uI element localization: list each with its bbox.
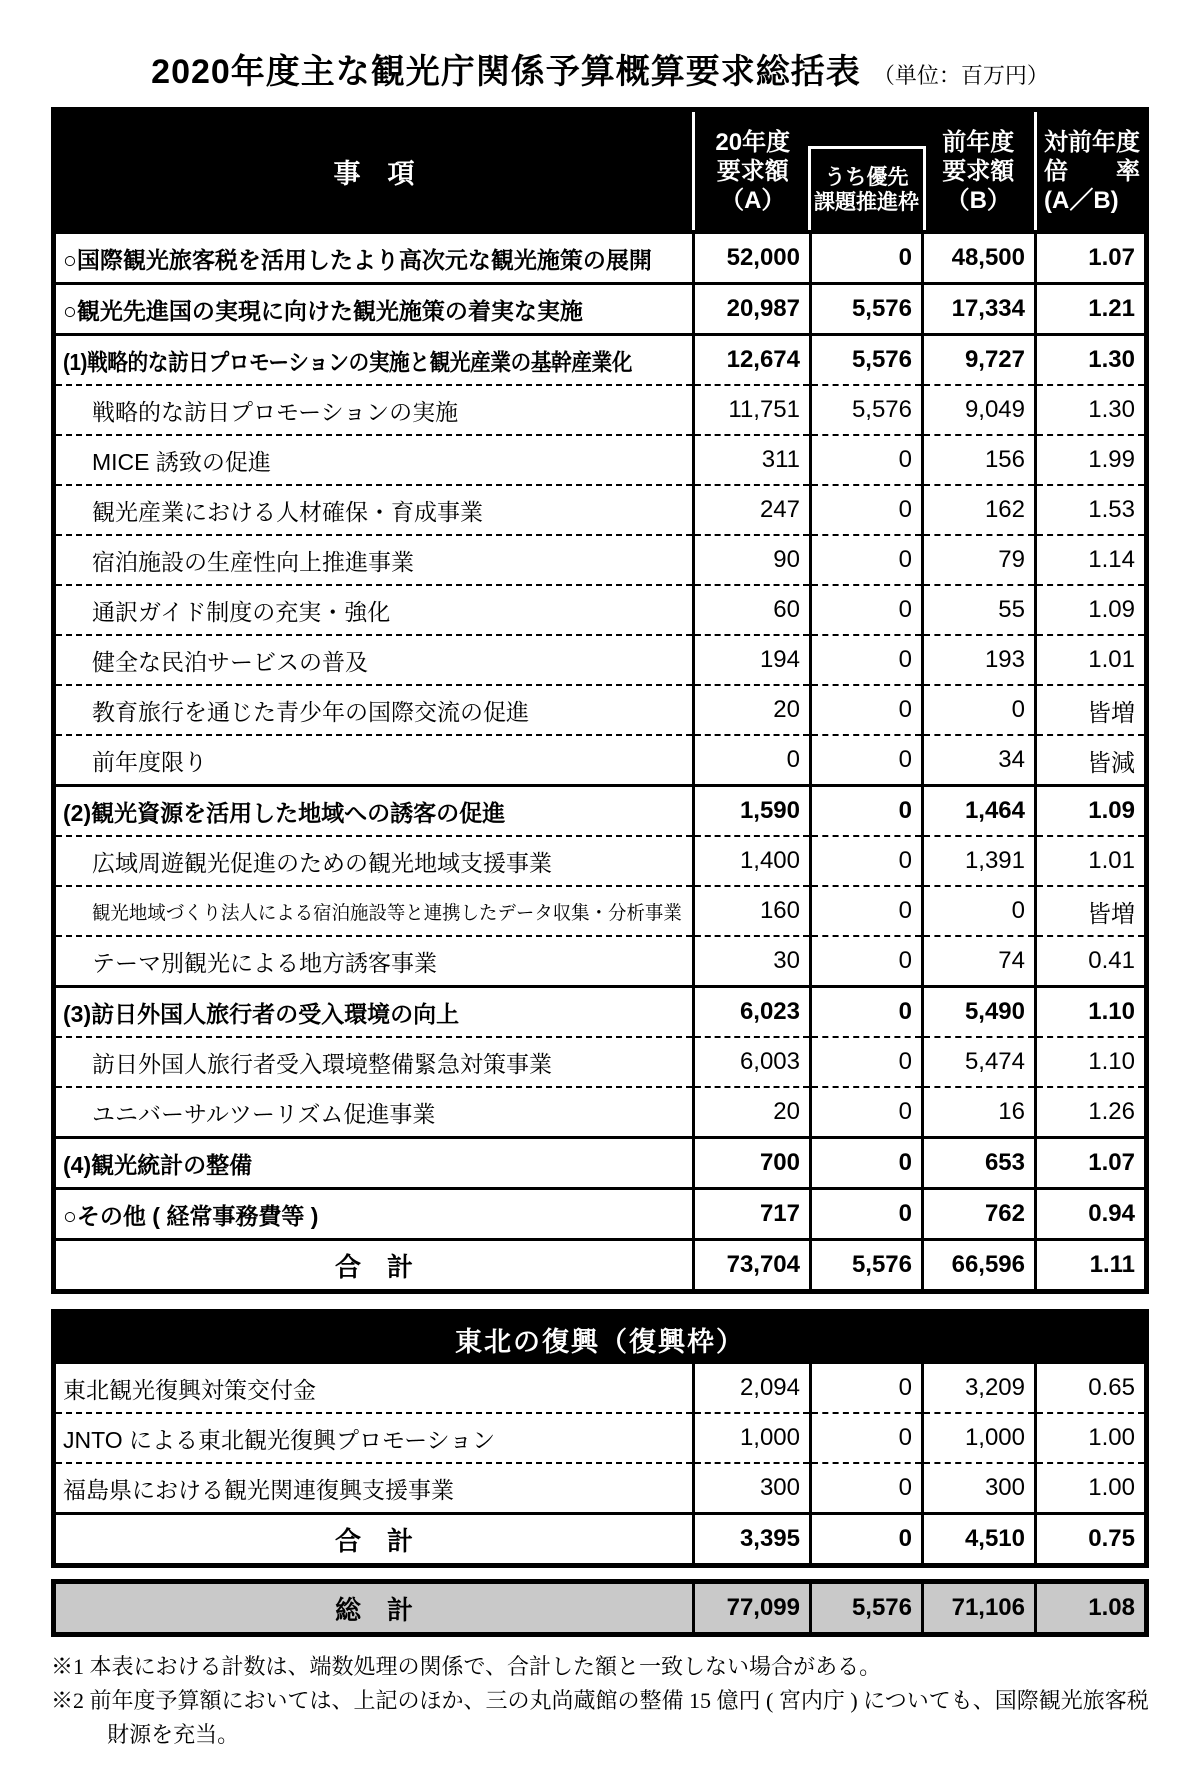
- cell-amount-b: 0: [923, 685, 1036, 735]
- cell-item: 総 計: [54, 1582, 694, 1635]
- cell-ratio: 1.00: [1036, 1463, 1147, 1514]
- cell-amount-a: 6,003: [694, 1037, 811, 1087]
- col-header-line: 要求額: [716, 157, 789, 185]
- cell-ratio: 皆減: [1036, 735, 1147, 786]
- table-row: [54, 535, 1147, 585]
- cell-amount-a: 52,000: [694, 232, 811, 284]
- cell-ratio: 1.01: [1036, 836, 1147, 886]
- cell-ratio: 1.10: [1036, 987, 1147, 1038]
- cell-amount-a: 20,987: [694, 284, 811, 335]
- col-header-line: 対前年度: [1044, 128, 1140, 156]
- table-row: [54, 232, 1147, 284]
- cell-ratio: 0.94: [1036, 1189, 1147, 1240]
- cell-priority-amount: 0: [811, 1138, 923, 1189]
- table-row: [54, 1037, 1147, 1087]
- cell-ratio: 皆増: [1036, 685, 1147, 735]
- cell-amount-a: 60: [694, 585, 811, 635]
- cell-amount-a: 20: [694, 685, 811, 735]
- cell-amount-a: 12,674: [694, 335, 811, 386]
- cell-amount-a: 160: [694, 886, 811, 936]
- table-row: [54, 1240, 1147, 1292]
- cell-item: ○その他 ( 経常事務費等 ): [54, 1189, 694, 1240]
- cell-amount-a: 11,751: [694, 385, 811, 435]
- table-row: [54, 735, 1147, 786]
- cell-item: 観光産業における人材確保・育成事業: [54, 485, 694, 535]
- col-header-line: 課題推進枠: [814, 190, 919, 214]
- cell-amount-a: 700: [694, 1138, 811, 1189]
- cell-amount-a: 30: [694, 936, 811, 987]
- cell-ratio: 1.11: [1036, 1240, 1147, 1292]
- cell-amount-b: 4,510: [923, 1514, 1036, 1566]
- cell-priority-amount: 0: [811, 635, 923, 685]
- cell-priority-amount: 0: [811, 1413, 923, 1463]
- cell-item: ○国際観光旅客税を活用したより高次元な観光施策の展開: [54, 232, 694, 284]
- cell-amount-a: 90: [694, 535, 811, 585]
- cell-priority-amount: 0: [811, 485, 923, 535]
- cell-priority-amount: 0: [811, 1514, 923, 1566]
- cell-ratio: 1.07: [1036, 1138, 1147, 1189]
- footnotes: [51, 1650, 1149, 1752]
- col-header-line: 20年度: [715, 128, 791, 156]
- cell-item: ユニバーサルツーリズム促進事業: [54, 1087, 694, 1138]
- cell-amount-b: 0: [923, 886, 1036, 936]
- cell-priority-amount: 0: [811, 836, 923, 886]
- cell-amount-a: 0: [694, 735, 811, 786]
- table-row: [54, 1582, 1147, 1635]
- cell-item: テーマ別観光による地方誘客事業: [54, 936, 694, 987]
- col-header-line: （B）: [945, 186, 1011, 214]
- table-row: [54, 886, 1147, 936]
- cell-amount-b: 55: [923, 585, 1036, 635]
- table-row: [54, 1514, 1147, 1566]
- cell-priority-amount: 5,576: [811, 385, 923, 435]
- header-row: [54, 1312, 1147, 1365]
- cell-amount-b: 156: [923, 435, 1036, 485]
- main-budget-table: [51, 107, 1149, 1294]
- cell-amount-a: 1,590: [694, 786, 811, 837]
- cell-amount-b: 9,049: [923, 385, 1036, 435]
- table-row: [54, 1138, 1147, 1189]
- cell-priority-amount: 0: [811, 1364, 923, 1413]
- col-header-line: （A）: [720, 186, 786, 214]
- cell-priority-amount: 0: [811, 735, 923, 786]
- cell-ratio: 1.53: [1036, 485, 1147, 535]
- title-row: [51, 44, 1149, 93]
- cell-amount-a: 73,704: [694, 1240, 811, 1292]
- cell-item: 前年度限り: [54, 735, 694, 786]
- cell-item: (2)観光資源を活用した地域への誘客の促進: [54, 786, 694, 837]
- table-row: [54, 836, 1147, 886]
- table-row: [54, 385, 1147, 435]
- cell-ratio: 1.14: [1036, 535, 1147, 585]
- table-row: [54, 1364, 1147, 1413]
- cell-amount-a: 1,000: [694, 1413, 811, 1463]
- table-row: [54, 435, 1147, 485]
- cell-priority-amount: 5,576: [811, 1240, 923, 1292]
- cell-ratio: 0.75: [1036, 1514, 1147, 1566]
- cell-amount-b: 300: [923, 1463, 1036, 1514]
- table-row: [54, 786, 1147, 837]
- cell-amount-a: 6,023: [694, 987, 811, 1038]
- cell-priority-amount: 0: [811, 1087, 923, 1138]
- cell-amount-b: 653: [923, 1138, 1036, 1189]
- cell-amount-b: 17,334: [923, 284, 1036, 335]
- cell-priority-amount: 0: [811, 1037, 923, 1087]
- col-header-fy20-request: [694, 110, 811, 233]
- table-row: [54, 1189, 1147, 1240]
- grand-total-table: [51, 1579, 1149, 1637]
- cell-amount-b: 1,391: [923, 836, 1036, 886]
- cell-ratio: 1.08: [1036, 1582, 1147, 1635]
- cell-amount-b: 3,209: [923, 1364, 1036, 1413]
- cell-amount-b: 162: [923, 485, 1036, 535]
- cell-amount-a: 300: [694, 1463, 811, 1514]
- cell-item: 訪日外国人旅行者受入環境整備緊急対策事業: [54, 1037, 694, 1087]
- col-header-priority-frame: [811, 110, 923, 233]
- cell-ratio: 1.30: [1036, 335, 1147, 386]
- cell-amount-b: 1,000: [923, 1413, 1036, 1463]
- cell-amount-b: 762: [923, 1189, 1036, 1240]
- cell-item: 観光地域づくり法人による宿泊施設等と連携したデータ収集・分析事業: [54, 886, 694, 936]
- cell-item: 通訳ガイド制度の充実・強化: [54, 585, 694, 635]
- table-row: [54, 335, 1147, 386]
- cell-ratio: 1.26: [1036, 1087, 1147, 1138]
- cell-item: 広域周遊観光促進のための観光地域支援事業: [54, 836, 694, 886]
- cell-amount-b: 48,500: [923, 232, 1036, 284]
- cell-priority-amount: 0: [811, 585, 923, 635]
- cell-amount-b: 5,490: [923, 987, 1036, 1038]
- cell-priority-amount: 0: [811, 987, 923, 1038]
- unit-label: （単位：百万円）: [872, 63, 1049, 88]
- cell-item: 合 計: [54, 1514, 694, 1566]
- table-row: [54, 1463, 1147, 1514]
- cell-priority-amount: 0: [811, 232, 923, 284]
- tohoku-reconstruction-table: [51, 1309, 1149, 1568]
- cell-item: 合 計: [54, 1240, 694, 1292]
- cell-amount-b: 71,106: [923, 1582, 1036, 1635]
- cell-item: 宿泊施設の生産性向上推進事業: [54, 535, 694, 585]
- cell-ratio: 1.30: [1036, 385, 1147, 435]
- table-row: [54, 1413, 1147, 1463]
- cell-amount-a: 77,099: [694, 1582, 811, 1635]
- footnote-2: ※2 前年度予算額においては、上記のほか、三の丸尚蔵館の整備 15 億円 ( 宮内庁 ) についても、国際観光旅客税財源を充当。: [51, 1688, 1149, 1747]
- col-header-line: 倍 率: [1044, 157, 1140, 185]
- cell-amount-b: 9,727: [923, 335, 1036, 386]
- cell-priority-amount: 5,576: [811, 284, 923, 335]
- cell-amount-b: 16: [923, 1087, 1036, 1138]
- cell-priority-amount: 0: [811, 1189, 923, 1240]
- cell-amount-b: 5,474: [923, 1037, 1036, 1087]
- cell-amount-a: 717: [694, 1189, 811, 1240]
- cell-amount-b: 34: [923, 735, 1036, 786]
- cell-amount-b: 79: [923, 535, 1036, 585]
- col-header-item: 事 項: [54, 110, 694, 233]
- cell-ratio: 1.99: [1036, 435, 1147, 485]
- table-row: [54, 284, 1147, 335]
- cell-priority-amount: 0: [811, 435, 923, 485]
- cell-ratio: 0.41: [1036, 936, 1147, 987]
- footnote-1: ※1 本表における計数は、端数処理の関係で、合計した額と一致しない場合がある。: [51, 1654, 882, 1679]
- table-row: [54, 685, 1147, 735]
- cell-priority-amount: 5,576: [811, 335, 923, 386]
- cell-priority-amount: 5,576: [811, 1582, 923, 1635]
- cell-amount-b: 1,464: [923, 786, 1036, 837]
- tohoku-table-header: [54, 1312, 1147, 1365]
- cell-item: ○観光先進国の実現に向けた観光施策の着実な実施: [54, 284, 694, 335]
- cell-amount-b: 66,596: [923, 1240, 1036, 1292]
- cell-amount-a: 311: [694, 435, 811, 485]
- cell-priority-amount: 0: [811, 886, 923, 936]
- col-header-prev-year-request: [923, 110, 1036, 233]
- cell-ratio: 1.09: [1036, 786, 1147, 837]
- main-table-header: [54, 110, 1147, 233]
- cell-amount-a: 3,395: [694, 1514, 811, 1566]
- cell-item: JNTO による東北観光復興プロモーション: [54, 1413, 694, 1463]
- cell-item: 戦略的な訪日プロモーションの実施: [54, 385, 694, 435]
- table-row: [54, 1087, 1147, 1138]
- cell-amount-a: 1,400: [694, 836, 811, 886]
- cell-ratio: 1.00: [1036, 1413, 1147, 1463]
- table-row: [54, 635, 1147, 685]
- col-header-line: 前年度: [942, 128, 1015, 156]
- cell-item: MICE 誘致の促進: [54, 435, 694, 485]
- page-title: 2020年度主な観光庁関係予算概算要求総括表: [151, 53, 861, 91]
- cell-item: 東北観光復興対策交付金: [54, 1364, 694, 1413]
- cell-ratio: 皆増: [1036, 886, 1147, 936]
- col-header-yoy-ratio: [1036, 110, 1147, 233]
- table-row: [54, 585, 1147, 635]
- cell-amount-a: 247: [694, 485, 811, 535]
- cell-item: (3)訪日外国人旅行者の受入環境の向上: [54, 987, 694, 1038]
- cell-priority-amount: 0: [811, 685, 923, 735]
- table-row: [54, 936, 1147, 987]
- cell-amount-a: 2,094: [694, 1364, 811, 1413]
- cell-priority-amount: 0: [811, 535, 923, 585]
- header-row: [54, 110, 1147, 233]
- cell-item: 健全な民泊サービスの普及: [54, 635, 694, 685]
- cell-priority-amount: 0: [811, 786, 923, 837]
- tohoku-section-header: 東北の復興（復興枠）: [54, 1312, 1147, 1365]
- cell-item: 教育旅行を通じた青少年の国際交流の促進: [54, 685, 694, 735]
- col-header-line: (A／B): [1044, 186, 1119, 214]
- cell-ratio: 1.10: [1036, 1037, 1147, 1087]
- cell-amount-a: 20: [694, 1087, 811, 1138]
- cell-amount-a: 194: [694, 635, 811, 685]
- table-row: [54, 485, 1147, 535]
- cell-priority-amount: 0: [811, 1463, 923, 1514]
- cell-priority-amount: 0: [811, 936, 923, 987]
- priority-frame-box: [808, 146, 926, 230]
- cell-item: 福島県における観光関連復興支援事業: [54, 1463, 694, 1514]
- col-header-line: うち優先: [824, 165, 909, 189]
- cell-item: (1)戦略的な訪日プロモーションの実施と観光産業の基幹産業化: [54, 335, 694, 386]
- cell-amount-b: 74: [923, 936, 1036, 987]
- table-row: [54, 987, 1147, 1038]
- cell-item: (4)観光統計の整備: [54, 1138, 694, 1189]
- cell-ratio: 1.01: [1036, 635, 1147, 685]
- cell-amount-b: 193: [923, 635, 1036, 685]
- col-header-line: 要求額: [942, 157, 1015, 185]
- cell-ratio: 1.07: [1036, 232, 1147, 284]
- cell-ratio: 0.65: [1036, 1364, 1147, 1413]
- cell-ratio: 1.21: [1036, 284, 1147, 335]
- cell-ratio: 1.09: [1036, 585, 1147, 635]
